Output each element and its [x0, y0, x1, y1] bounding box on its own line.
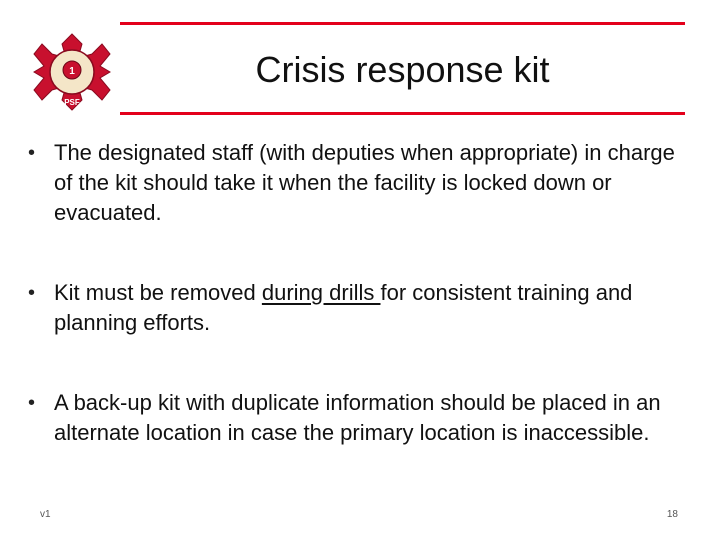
bullet-item [26, 138, 686, 228]
slide-title: Crisis response kit [255, 49, 550, 90]
bullet-text: The designated staff (with deputies when appropriate) in charge of the kit should take it when the facility is locked down or evacuated. [54, 140, 675, 225]
title-bottom-rule [120, 112, 685, 115]
bullet-dot-icon: • [28, 282, 36, 304]
bullet-text-before: Kit must be removed [54, 280, 262, 305]
version-label: v1 [40, 509, 51, 520]
title-top-rule [120, 22, 685, 25]
bullet-text-after: for consistent training and planning efforts. [54, 280, 633, 335]
bullet-item [26, 388, 686, 448]
bullet-text: A back-up kit with duplicate information should be placed in an alternate location in case the primary location is inaccessible. [54, 390, 661, 445]
page-number: 18 [666, 509, 678, 520]
logo-badge-number: 1 [69, 66, 75, 77]
fire-department-logo-icon [30, 30, 114, 114]
bullet-item [26, 278, 686, 338]
logo-letters: PSF [64, 98, 80, 107]
bullet-list [26, 138, 686, 448]
bullet-dot-icon: • [28, 392, 36, 414]
bullet-underlined-text: during drills [261, 280, 381, 305]
bullet-dot-icon: • [28, 142, 36, 164]
